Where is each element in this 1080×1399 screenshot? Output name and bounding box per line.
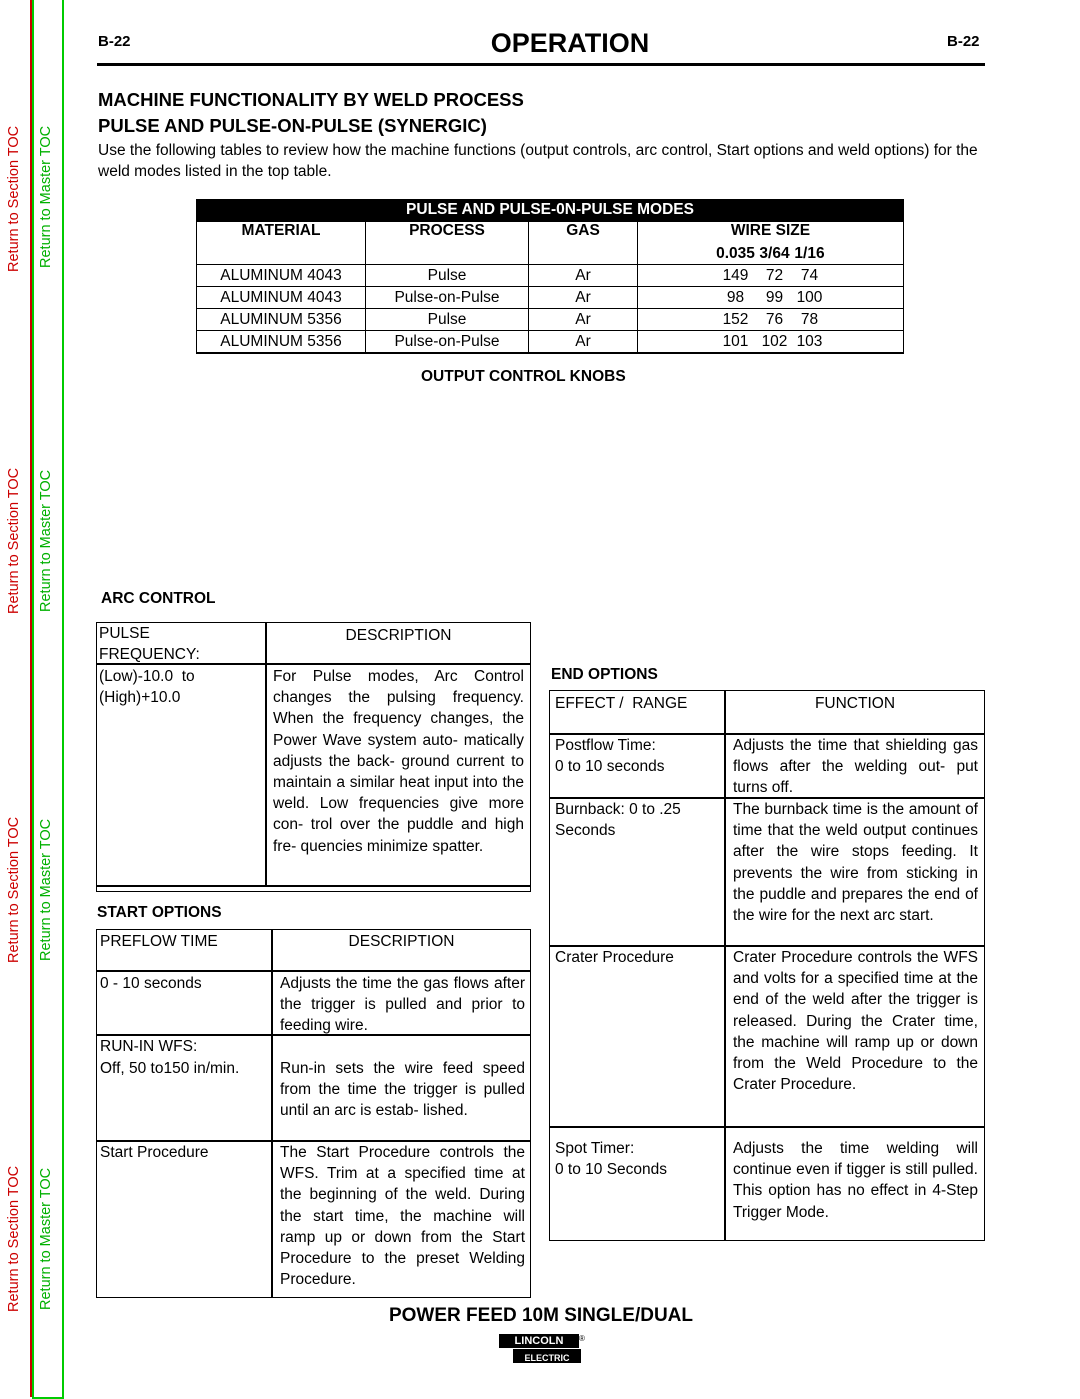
table-row [197,331,904,354]
lincoln-electric-logo [495,1334,587,1366]
page-title: OPERATION [490,28,650,58]
description-header: DESCRIPTION [345,627,452,644]
return-to-section-toc-link[interactable]: Return to Section TOC [6,816,22,963]
header-rule [97,63,985,66]
material-cell: ALUMINUM 5356 [197,309,366,331]
effect-range-header: EFFECT / RANGE [555,695,688,712]
return-to-master-toc-link[interactable]: Return to Master TOC [38,1167,54,1310]
value: 74 [800,266,819,284]
section-title: MACHINE FUNCTIONALITY BY WELD PROCESS [98,89,524,110]
crater-procedure-label: Crater Procedure [555,949,674,966]
material-cell: ALUMINUM 5356 [197,331,366,354]
wire-values-cell [638,331,904,354]
table-row [197,265,904,287]
page-code-right: B-22 [947,33,980,50]
wire-size: 1/16 [794,244,825,262]
postflow-range: Postflow Time: 0 to 10 seconds [555,737,665,776]
start-options-label: START OPTIONS [97,904,222,921]
function-header: FUNCTION [814,695,896,712]
logo-registered-mark: ® [579,1334,585,1343]
wire-size-values [638,243,904,265]
page-code-left: B-22 [98,33,131,50]
value: 101 [722,332,749,350]
return-to-master-toc-link[interactable]: Return to Master TOC [38,125,54,268]
postflow-description: Adjusts the time that shielding gas flows after the welding out- put turns off. [733,737,978,797]
value: 103 [796,332,823,350]
modes-table [196,199,904,354]
process-header: PROCESS [366,222,529,244]
wire-values-cell [638,287,904,309]
logo-bottom: ELECTRIC [513,1349,581,1363]
spot-timer-range: Spot Timer: 0 to 10 Seconds [555,1140,668,1179]
value: 152 [722,310,749,328]
divider [549,1126,985,1128]
arc-control-description: For Pulse modes, Arc Control changes the pulsing frequency. When the frequency changes, the Power Wave system auto- matically adjusts the back- ground current to maintain a similar heat input into the weld. Low frequencies give more con- trol over the puddle and high fre- quencies minimize spatter. [273,668,524,855]
process-cell: Pulse [366,265,529,287]
wire-values-cell [638,265,904,287]
pulse-frequency-header: PULSE FREQUENCY: [99,625,200,664]
blank-cell [529,243,638,265]
value: 76 [765,310,784,328]
divider [265,622,267,886]
return-to-section-toc-link[interactable]: Return to Section TOC [6,1165,22,1312]
material-cell: ALUMINUM 4043 [197,265,366,287]
gas-cell: Ar [529,265,638,287]
run-in-wfs-range: RUN-IN WFS: Off, 50 to150 in/min. [100,1038,240,1077]
value: 102 [761,332,788,350]
divider [724,690,726,1241]
divider [96,885,531,887]
value: 98 [726,288,745,306]
output-control-label: OUTPUT CONTROL KNOBS [421,368,626,385]
master-toc-strip [32,0,64,1399]
gas-cell: Ar [529,331,638,354]
return-to-master-toc-link[interactable]: Return to Master TOC [38,469,54,612]
burnback-range: Burnback: 0 to .25 Seconds [555,801,681,840]
preflow-time-header: PREFLOW TIME [100,933,218,950]
wire-values-cell [638,309,904,331]
spot-timer-description: Adjusts the time welding will continue even if tigger is still pulled. This option has no effect in 4-Step Trigger Mode. [733,1140,978,1221]
wire-size: 0.035 [716,244,755,262]
divider [271,929,273,1298]
arc-control-range: (Low)-10.0 to (High)+10.0 [99,668,195,707]
return-to-section-toc-link[interactable]: Return to Section TOC [6,467,22,614]
blank-cell [366,243,529,265]
gas-cell: Ar [529,309,638,331]
start-procedure-description: The Start Procedure controls the WFS. Trim at a specified time at the beginning of the weld. During the start time, the machine will ramp up or down from the Start Procedure to the preset Welding Procedure. [280,1144,525,1289]
intro-paragraph: Use the following tables to review how the machine functions (output controls, arc control, Start options and weld options) for the weld modes listed in the top table. [98,142,978,180]
wire-size-header: WIRE SIZE [638,222,904,244]
process-cell: Pulse [366,309,529,331]
preflow-range: 0 - 10 seconds [100,975,202,992]
material-header: MATERIAL [197,222,366,244]
crater-procedure-description: Crater Procedure controls the WFS and volts for a specified time at the end of the weld after the trigger is released. During the Crater time, the machine will ramp up or down from the Weld Procedure to the Crater Procedure. [733,949,978,1094]
value: 99 [765,288,784,306]
preflow-description: Adjusts the time the gas flows after the trigger is pulled and prior to feeding wire. [280,975,525,1035]
table-row [197,309,904,331]
section-toc-strip [0,0,32,1397]
arc-control-label: ARC CONTROL [101,590,216,607]
product-name: POWER FEED 10M SINGLE/DUAL [388,1305,694,1326]
table-row [197,287,904,309]
wire-size: 3/64 [759,244,790,262]
start-procedure-label: Start Procedure [100,1144,209,1161]
run-in-wfs-description: Run-in sets the wire feed speed from the time the trigger is pulled until an arc is estab- lished. [280,1060,525,1120]
value: 72 [765,266,784,284]
gas-cell: Ar [529,287,638,309]
process-cell: Pulse-on-Pulse [366,287,529,309]
logo-top: LINCOLN [499,1334,579,1348]
value: 100 [796,288,823,306]
burnback-description: The burnback time is the amount of time that the weld output continues after the wire stops feeding. It prevents the wire from sticking in the puddle and prepares the end of the wire for the next arc start. [733,801,978,925]
value: 78 [800,310,819,328]
divider [96,970,531,972]
description-header: DESCRIPTION [348,933,455,950]
gas-header: GAS [529,222,638,244]
process-cell: Pulse-on-Pulse [366,331,529,354]
value: 149 [722,266,749,284]
modes-table-title: PULSE AND PULSE-0N-PULSE MODES [197,199,904,222]
blank-cell [197,243,366,265]
section-subtitle: PULSE AND PULSE-ON-PULSE (SYNERGIC) [98,115,487,136]
return-to-master-toc-link[interactable]: Return to Master TOC [38,818,54,961]
return-to-section-toc-link[interactable]: Return to Section TOC [6,125,22,272]
material-cell: ALUMINUM 4043 [197,287,366,309]
end-options-label: END OPTIONS [551,666,658,683]
